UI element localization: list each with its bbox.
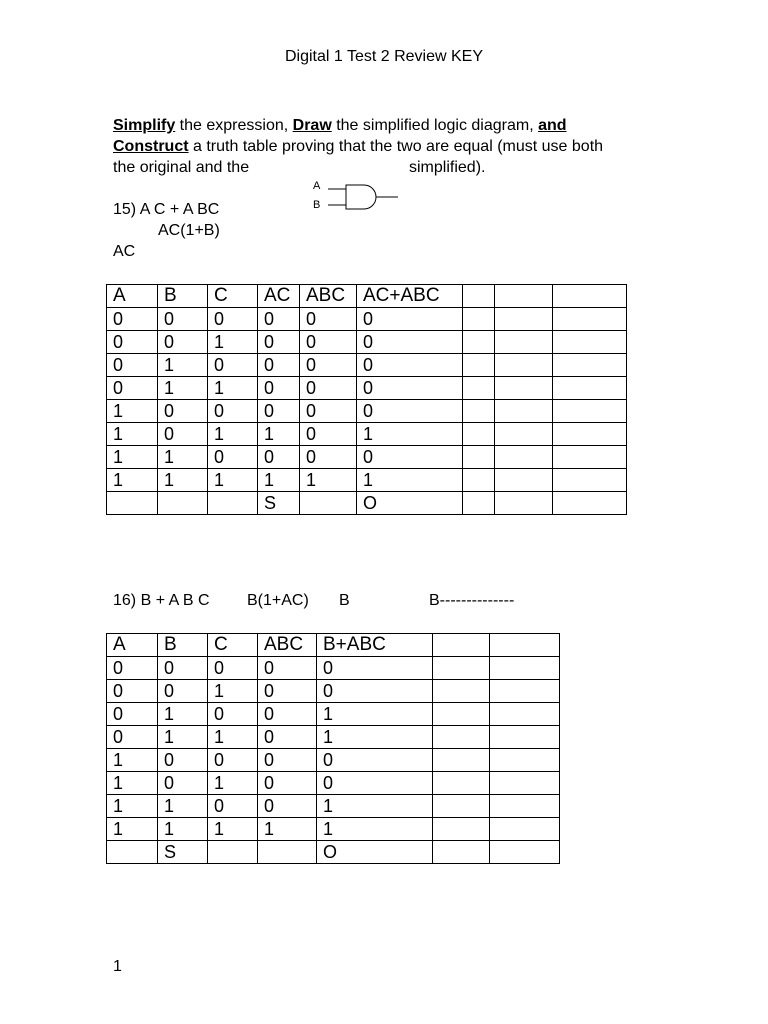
table-row: [107, 726, 560, 749]
table-cell: [495, 492, 553, 515]
table-cell: 1: [317, 795, 433, 818]
table-cell: 1: [158, 377, 208, 400]
header-cell: AC+ABC: [357, 285, 463, 308]
header-cell: B: [158, 634, 208, 657]
problem15-step1: AC(1+B): [158, 222, 220, 239]
table-cell: 1: [208, 377, 258, 400]
table-cell: [158, 492, 208, 515]
table-cell: 0: [158, 400, 208, 423]
table-cell: 1: [357, 423, 463, 446]
table-cell: 0: [208, 446, 258, 469]
table-cell: [553, 400, 627, 423]
table-cell: 0: [208, 795, 258, 818]
table-cell: [490, 726, 560, 749]
table-cell: 0: [208, 749, 258, 772]
table-cell: [463, 377, 495, 400]
table-cell: [553, 377, 627, 400]
table-cell: 0: [258, 772, 317, 795]
table-cell: 1: [317, 726, 433, 749]
table-cell: 1: [258, 423, 300, 446]
table-cell: O: [357, 492, 463, 515]
table-cell: 0: [357, 377, 463, 400]
table-row: [107, 308, 627, 331]
table-cell: [463, 446, 495, 469]
table-cell: 1: [208, 818, 258, 841]
table-cell: 0: [107, 308, 158, 331]
table-row: [107, 749, 560, 772]
table-cell: 0: [300, 354, 357, 377]
table-row: [107, 772, 560, 795]
table-cell: [433, 726, 490, 749]
table-cell: 0: [258, 331, 300, 354]
instruction-text: the simplified logic diagram,: [331, 117, 539, 134]
table-cell: 1: [208, 772, 258, 795]
table-cell: [433, 703, 490, 726]
table-cell: [490, 680, 560, 703]
table-cell: [258, 841, 317, 864]
table-cell: 0: [208, 703, 258, 726]
header-cell: [553, 285, 627, 308]
table-cell: 0: [317, 657, 433, 680]
table-cell: 0: [258, 308, 300, 331]
table-cell: 1: [107, 423, 158, 446]
table-cell: 0: [107, 377, 158, 400]
header-cell: [433, 634, 490, 657]
gate-input-b-label: B: [313, 199, 321, 211]
table-cell: [107, 841, 158, 864]
table-cell: [553, 469, 627, 492]
problem16-expression: 16) B + A B C: [113, 592, 210, 609]
table-cell: [463, 308, 495, 331]
page-title: Digital 1 Test 2 Review KEY: [284, 48, 483, 65]
table-cell: [463, 400, 495, 423]
header-cell: ABC: [300, 285, 357, 308]
table-cell: 0: [317, 749, 433, 772]
table-cell: 0: [208, 657, 258, 680]
table-cell: O: [317, 841, 433, 864]
table-cell: 0: [300, 400, 357, 423]
table-cell: 0: [107, 726, 158, 749]
table-cell: [495, 308, 553, 331]
table-cell: 0: [357, 308, 463, 331]
table-cell: [208, 492, 258, 515]
table-cell: [490, 795, 560, 818]
table-cell: S: [258, 492, 300, 515]
table-cell: [553, 423, 627, 446]
table-row: [107, 446, 627, 469]
table-cell: 1: [107, 469, 158, 492]
header-cell: C: [208, 285, 258, 308]
draw-keyword: Draw: [292, 117, 332, 134]
header-cell: [490, 634, 560, 657]
table-cell: [490, 703, 560, 726]
header-cell: A: [107, 634, 158, 657]
table-cell: [463, 423, 495, 446]
table-cell: [433, 772, 490, 795]
header-cell: [495, 285, 553, 308]
problem16-step3: B--------------: [429, 592, 515, 609]
table-cell: 1: [357, 469, 463, 492]
table-cell: 0: [107, 680, 158, 703]
table-cell: 0: [258, 377, 300, 400]
table-cell: 0: [357, 400, 463, 423]
table-cell: 1: [258, 469, 300, 492]
table-cell: 0: [107, 703, 158, 726]
table-cell: 1: [158, 354, 208, 377]
header-cell: A: [107, 285, 158, 308]
table-cell: 1: [158, 469, 208, 492]
instruction-text: the expression,: [175, 117, 293, 134]
table-cell: 1: [107, 400, 158, 423]
table-row: [107, 377, 627, 400]
table-cell: [300, 492, 357, 515]
table-cell: 1: [158, 818, 208, 841]
table-cell: 0: [258, 657, 317, 680]
table-cell: 1: [208, 331, 258, 354]
table-cell: [553, 492, 627, 515]
table-row: [107, 423, 627, 446]
table-cell: [495, 377, 553, 400]
table-cell: [463, 354, 495, 377]
header-cell: [463, 285, 495, 308]
table-cell: 1: [300, 469, 357, 492]
table-row: [107, 703, 560, 726]
table-cell: [433, 749, 490, 772]
table-cell: [433, 818, 490, 841]
header-row: [107, 285, 627, 308]
table-cell: 1: [107, 749, 158, 772]
instruction-text: a truth table proving that the two are equal (must use both: [188, 138, 604, 155]
table-row: [107, 841, 560, 864]
table-row: [107, 492, 627, 515]
table-cell: 0: [158, 657, 208, 680]
table-cell: [433, 795, 490, 818]
table-cell: 0: [258, 703, 317, 726]
table-row: [107, 331, 627, 354]
table-cell: 0: [300, 377, 357, 400]
instruction-line-3b: simplified).: [409, 159, 486, 176]
table-cell: 1: [158, 703, 208, 726]
problem16-step2: B: [339, 592, 350, 609]
table-cell: [490, 841, 560, 864]
table-cell: 0: [258, 726, 317, 749]
table-cell: 1: [158, 795, 208, 818]
table-cell: 0: [158, 772, 208, 795]
table-cell: 1: [317, 703, 433, 726]
table-cell: 0: [300, 308, 357, 331]
and-keyword: and: [538, 117, 567, 134]
construct-keyword: Construct: [113, 138, 189, 155]
table-row: [107, 354, 627, 377]
table-cell: S: [158, 841, 208, 864]
table-cell: 0: [258, 680, 317, 703]
header-cell: B+ABC: [317, 634, 433, 657]
table-row: [107, 657, 560, 680]
table-cell: 1: [107, 795, 158, 818]
header-cell: AC: [258, 285, 300, 308]
table-cell: 0: [300, 423, 357, 446]
table-cell: 0: [107, 657, 158, 680]
problem15-expression: 15) A C + A BC: [113, 201, 220, 218]
table-cell: [490, 657, 560, 680]
table-cell: 0: [300, 331, 357, 354]
and-gate-icon: [326, 182, 400, 212]
table-cell: [495, 400, 553, 423]
table-cell: [495, 331, 553, 354]
table-cell: [553, 354, 627, 377]
instruction-line-2: [113, 138, 603, 156]
table-cell: [463, 492, 495, 515]
truth-table-16: [106, 633, 560, 864]
instruction-line-3a: the original and the: [113, 159, 250, 176]
table-cell: [553, 308, 627, 331]
table-cell: 0: [317, 772, 433, 795]
header-cell: B: [158, 285, 208, 308]
table-cell: 1: [107, 818, 158, 841]
table-cell: 0: [357, 331, 463, 354]
table-cell: [433, 680, 490, 703]
table-cell: 0: [258, 749, 317, 772]
problem15-step2: AC: [113, 243, 136, 260]
table-cell: 1: [317, 818, 433, 841]
table-cell: 0: [317, 680, 433, 703]
table-cell: [490, 818, 560, 841]
page-number: 1: [113, 958, 122, 975]
table-cell: [495, 354, 553, 377]
table-cell: 1: [158, 446, 208, 469]
table-cell: 0: [158, 331, 208, 354]
table-cell: 1: [208, 469, 258, 492]
table-cell: 0: [357, 446, 463, 469]
table-cell: 0: [158, 680, 208, 703]
table-cell: [208, 841, 258, 864]
table-cell: [463, 331, 495, 354]
table-cell: [107, 492, 158, 515]
table-cell: [490, 772, 560, 795]
table-cell: 1: [158, 726, 208, 749]
header-cell: C: [208, 634, 258, 657]
table-cell: 0: [357, 354, 463, 377]
table-row: [107, 818, 560, 841]
problem16-step1: B(1+AC): [247, 592, 309, 609]
instruction-line-1: [113, 117, 567, 135]
table-cell: [463, 469, 495, 492]
table-cell: 0: [258, 354, 300, 377]
table-cell: 0: [208, 354, 258, 377]
table-cell: [495, 423, 553, 446]
table-cell: [553, 331, 627, 354]
table-cell: 0: [107, 331, 158, 354]
table-cell: 1: [258, 818, 317, 841]
table-cell: 0: [158, 749, 208, 772]
table-cell: [433, 657, 490, 680]
table-row: [107, 400, 627, 423]
table-row: [107, 469, 627, 492]
table-cell: 0: [258, 400, 300, 423]
table-cell: 1: [208, 423, 258, 446]
header-cell: ABC: [258, 634, 317, 657]
table-cell: 1: [107, 772, 158, 795]
table-cell: 0: [107, 354, 158, 377]
table-cell: 0: [208, 400, 258, 423]
table-cell: 0: [208, 308, 258, 331]
table-cell: 0: [158, 423, 208, 446]
gate-input-a-label: A: [313, 180, 321, 192]
simplify-keyword: Simplify: [113, 117, 176, 134]
table-row: [107, 795, 560, 818]
table-row: [107, 680, 560, 703]
table-cell: [495, 469, 553, 492]
table-cell: 1: [208, 726, 258, 749]
truth-table-15: [106, 284, 627, 515]
table-cell: 0: [158, 308, 208, 331]
table-cell: 0: [258, 795, 317, 818]
header-row: [107, 634, 560, 657]
table-cell: 0: [258, 446, 300, 469]
table-cell: [553, 446, 627, 469]
table-cell: 0: [300, 446, 357, 469]
table-cell: [490, 749, 560, 772]
table-cell: 1: [208, 680, 258, 703]
table-cell: [495, 446, 553, 469]
table-cell: 1: [107, 446, 158, 469]
table-cell: [433, 841, 490, 864]
